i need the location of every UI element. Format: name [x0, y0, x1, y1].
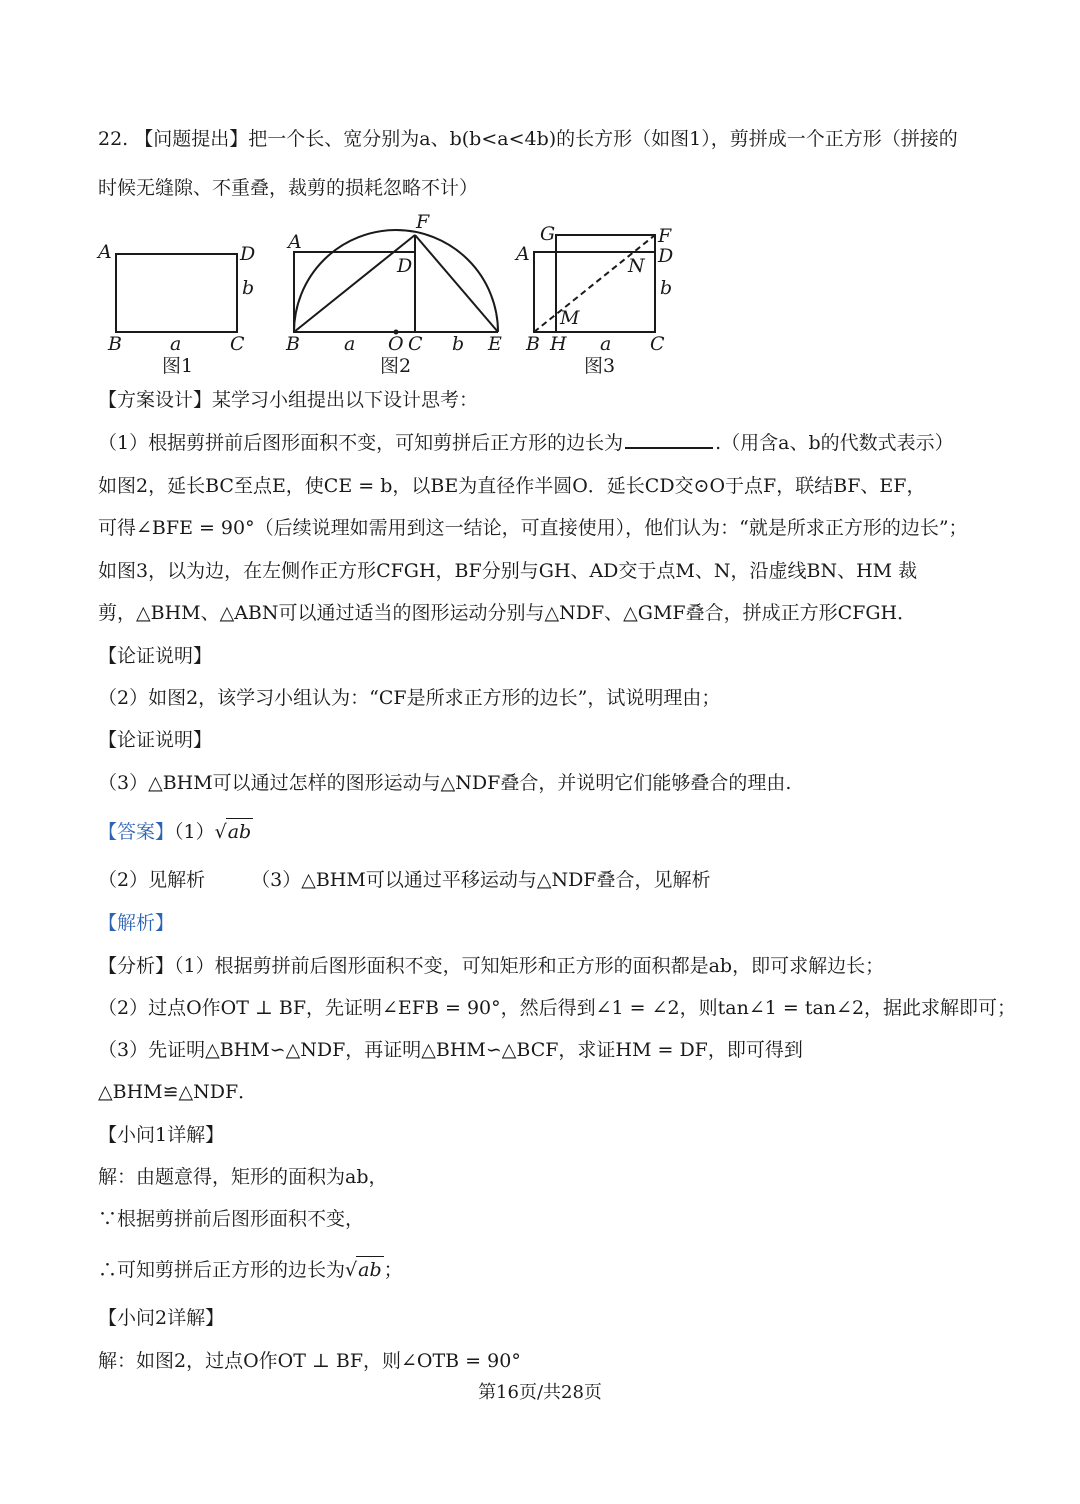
design-tag-text: 某学习小组提出以下设计思考：	[212, 389, 479, 411]
analysis-line-1	[98, 953, 884, 979]
fig3-label-A: A	[516, 243, 530, 265]
proof-heading-1: 【论证说明】	[98, 645, 213, 667]
detail-1-heading: 【小问1详解】	[98, 1124, 225, 1146]
fig1-label-C: C	[230, 333, 245, 355]
fig2-label-F: F	[416, 212, 430, 233]
answer-blank	[625, 431, 713, 449]
answer-tag: 【答案】	[98, 821, 175, 843]
fig2-semicircle	[294, 230, 498, 332]
fig3-label-B: B	[526, 333, 540, 355]
figure-2	[285, 212, 502, 377]
geometry-figures	[90, 212, 690, 382]
detail-1-line-3-prefix: ∴可知剪拼后正方形的边长为	[98, 1259, 346, 1281]
fig2-label-a: a	[344, 333, 356, 355]
fig2-label-O: O	[388, 333, 404, 355]
analysis-heading: 【解析】	[98, 912, 175, 934]
fig1-label-D: D	[240, 243, 256, 265]
design-heading	[98, 387, 478, 413]
fig3-description-2: 剪，△BHM、△ABN可以通过适当的图形运动分别与△NDF、△GMF叠合，拼成正方形CFGH．	[98, 602, 917, 624]
fig3-label-M: M	[560, 307, 580, 329]
detail-1-line-3	[98, 1256, 403, 1283]
fig2-label-A: A	[288, 231, 302, 253]
answer-line-2	[98, 867, 710, 893]
problem-intro-text-2: 时候无缝隙、不重叠，裁剪的损耗忽略不计）	[98, 177, 479, 199]
fig2-label-B: B	[286, 333, 300, 355]
figure-1	[96, 241, 255, 377]
sqrt-sign: √	[214, 821, 227, 843]
fig2-label-b: b	[452, 333, 465, 355]
question-1-text: （1）根据剪拼前后图形面积不变，可知剪拼后正方形的边长为	[98, 432, 624, 454]
answer-line-1	[98, 818, 253, 845]
sqrt-sign: √	[345, 1259, 358, 1281]
problem-number: 22.	[98, 128, 129, 150]
fig2-description-2: 可得∠BFE = 90°（后续说理如需用到这一结论，可直接使用），他们认为：“就是所求正方形的边长”；	[98, 517, 968, 539]
question-2: （2）如图2，该学习小组认为：“CF是所求正方形的边长”，试说明理由；	[98, 687, 721, 709]
proof-heading-2: 【论证说明】	[98, 729, 213, 751]
fig2-label-E: E	[488, 333, 502, 355]
fig2-description-1: 如图2，延长BC至点E，使CE = b，以BE为直径作半圆O．延长CD交⊙O于点F，联结BF、EF，	[98, 475, 926, 497]
fig2-segment-BF	[294, 235, 415, 332]
fig1-rectangle	[116, 254, 237, 332]
question-1-suffix: .（用含a、b的代数式表示）	[715, 432, 954, 454]
fig2-label-C: C	[408, 333, 423, 355]
fig3-label-N: N	[628, 255, 645, 277]
analysis-line-3: （3）先证明△BHM∽△NDF，再证明△BHM∽△BCF，求证HM = DF，即可得到	[98, 1039, 803, 1061]
fig3-label-b: b	[660, 277, 673, 299]
fig1-caption: 图1	[162, 355, 194, 377]
fig1-label-B: B	[108, 333, 122, 355]
fig3-dashed-BF	[534, 235, 655, 332]
fig3-label-H: H	[550, 333, 567, 355]
detail-1-radicand: ab	[356, 1256, 384, 1283]
detail-1-line-1: 解：由题意得，矩形的面积为ab，	[98, 1166, 388, 1188]
fig3-description-1: 如图3，以为边，在左侧作正方形CFGH，BF分别与GH、AD交于点M、N，沿虚线BN、HM 裁	[98, 560, 918, 582]
fig3-label-D: D	[658, 245, 674, 267]
detail-1-line-2: ∵根据剪拼前后图形面积不变，	[98, 1208, 365, 1230]
detail-1-line-3-suffix: ；	[383, 1259, 403, 1281]
detail-2-line-1: 解：如图2，过点O作OT ⊥ BF，则∠OTB = 90°	[98, 1350, 521, 1372]
fig1-label-b: b	[242, 277, 255, 299]
analysis-fenxi-tag: 【分析】	[98, 955, 175, 977]
fig3-label-a: a	[600, 333, 612, 355]
fig3-label-C: C	[650, 333, 665, 355]
question-1	[98, 430, 954, 456]
fig1-label-A: A	[98, 241, 112, 263]
problem-intro-text: 把一个长、宽分别为a、b(b<a<4b)的长方形（如图1），剪拼成一个正方形（拼接的	[248, 128, 958, 150]
fig3-caption: 图3	[584, 355, 616, 377]
design-tag: 【方案设计】	[98, 389, 213, 411]
question-3: （3）△BHM可以通过怎样的图形运动与△NDF叠合，并说明它们能够叠合的理由.	[98, 772, 792, 794]
fig1-label-a: a	[170, 333, 182, 355]
page-footer: 第16页/共28页	[478, 1382, 602, 1403]
problem-line-1	[98, 126, 958, 152]
fig2-label-D: D	[397, 255, 413, 277]
answer-1-prefix: （1）	[174, 821, 215, 843]
fig3-label-G: G	[540, 223, 556, 245]
figure-3	[514, 223, 673, 377]
detail-2-heading: 【小问2详解】	[98, 1307, 225, 1329]
analysis-line-4: △BHM≌△NDF．	[98, 1081, 258, 1103]
fig3-label-F: F	[658, 225, 672, 247]
answer-3: （3）△BHM可以通过平移运动与△NDF叠合，见解析	[251, 869, 711, 891]
answer-1-radicand: ab	[226, 818, 254, 845]
answer-2: （2）见解析	[98, 869, 206, 891]
analysis-line-2: （2）过点O作OT ⊥ BF，先证明∠EFB = 90°，然后得到∠1 = ∠2，则tan∠1 = tan∠2，据此求解即可；	[98, 997, 1017, 1019]
analysis-fenxi-1: （1）根据剪拼前后图形面积不变，可知矩形和正方形的面积都是ab，即可求解边长；	[174, 955, 885, 977]
fig2-caption: 图2	[380, 355, 412, 377]
problem-intro-tag: 【问题提出】	[134, 128, 249, 150]
problem-line-2	[98, 175, 478, 201]
